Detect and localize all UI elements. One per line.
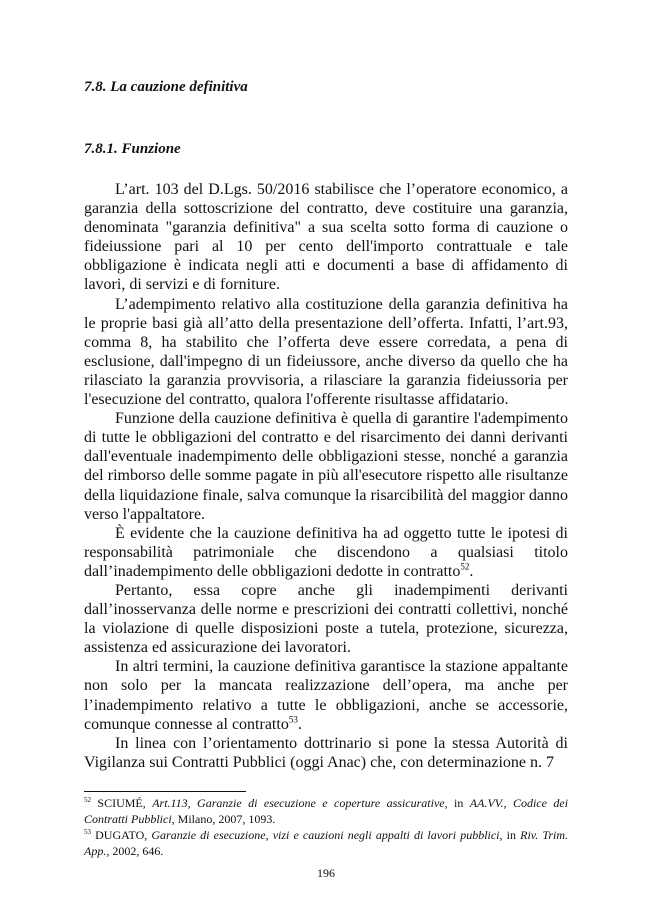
paragraph	[84, 524, 568, 581]
paragraph	[84, 657, 568, 733]
paragraph: Funzione della cauzione definitiva è quella di garantire l'adempimento di tutte le obbligazioni del contratto e del risarcimento dei danni derivanti dall'eventuale inadempimento delle obbligazioni stesse, nonché a garanzia del rimborso delle somme pagate in più all'esecutore rispetto alle risultanze della liquidazione finale, salva comunque la risarcibilità del maggior danno verso l'appaltatore.	[84, 410, 568, 523]
footnote-author: DUGATO,	[95, 828, 148, 842]
body-text	[84, 180, 568, 772]
footnote-number: 52	[84, 796, 91, 804]
page-number: 196	[317, 866, 335, 880]
subsection-title: 7.8.1. Funzione	[84, 141, 181, 157]
footnote-divider	[84, 791, 246, 792]
paragraph: Pertanto, essa copre anche gli inadempimenti derivanti dall’inosservanza delle norme e prescrizioni dei contratti collettivi, nonché la violazione di quelle disposizioni poste a tutela, protezione, sicurezza, assistenza ed assicurazione dei lavoratori.	[84, 581, 568, 657]
paragraph-text: È evidente che la cauzione definitiva ha ad oggetto tutte le ipotesi di responsabilità patrimoniale che discendono a qualsiasi titolo dall’inadempimento delle obbligazioni dedotte in contratto	[84, 524, 568, 580]
footnote-ref[interactable]: 53	[288, 714, 298, 725]
paragraph-end: .	[469, 562, 474, 580]
footnote-details: 2002, 646.	[112, 843, 164, 858]
footnote-title: Art.113, Garanzie di esecuzione e coperture assicurative,	[152, 796, 448, 810]
footnote	[84, 828, 568, 859]
paragraph-end: .	[297, 715, 302, 733]
paragraph: In linea con l’orientamento dottrinario si pone la stessa Autorità di Vigilanza sui Contratti Pubblici (oggi Anac) che, con determinazione n. 7	[84, 734, 568, 771]
footnotes	[84, 796, 568, 860]
paragraph-text: In altri termini, la cauzione definitiva garantisce la stazione appaltante non solo per la mancata realizzazione dell’opera, ma anche per l’inadempimento relativo a tutte le obbligazioni, anche se accessorie, comunque connesse al contratto	[84, 658, 568, 733]
section-title: 7.8. La cauzione definitiva	[84, 79, 248, 95]
footnote-ref[interactable]: 52	[460, 561, 470, 572]
footnote-title: Garanzie di esecuzione, vizi e cauzioni negli appalti di lavori pubblici,	[151, 828, 503, 842]
paragraph: L’art. 103 del D.Lgs. 50/2016 stabilisce che l’operatore economico, a garanzia della sottoscrizione del contratto, deve costituire una garanzia, denominata "garanzia definitiva" a sua scelta sotto forma di cauzione o fideiussione pari al 10 per cento dell'importo contrattuale e tale obbligazione è indicata negli atti e documenti a base di affidamento di lavori, di servizi e di forniture.	[84, 181, 568, 294]
footnote-author: SCIUMÉ,	[97, 796, 146, 810]
footnote-in: in	[454, 796, 464, 810]
footnote-number: 53	[84, 828, 91, 836]
footnote	[84, 796, 568, 827]
footnote-in: in	[506, 828, 516, 842]
footnote-details: , Milano, 2007, 1093.	[171, 811, 276, 826]
paragraph: L’adempimento relativo alla costituzione della garanzia definitiva ha le proprie basi già all’atto della presentazione dell’offerta. Infatti, l’art.93, comma 8, ha stabilito che l’offerta deve essere corredata, a pena di esclusione, dall'impegno di un fideiussore, anche diverso da quello che ha rilasciato la garanzia provvisoria, a rilasciare la garanzia fideiussoria per l'esecuzione del contratto, qualora l'offerente risultasse affidatario.	[84, 295, 568, 409]
footnote-source: Riv. Trim. App.,	[84, 828, 569, 858]
footnote-source: AA.VV., Codice dei Contratti Pubblici	[84, 796, 569, 826]
book-page	[84, 0, 568, 920]
